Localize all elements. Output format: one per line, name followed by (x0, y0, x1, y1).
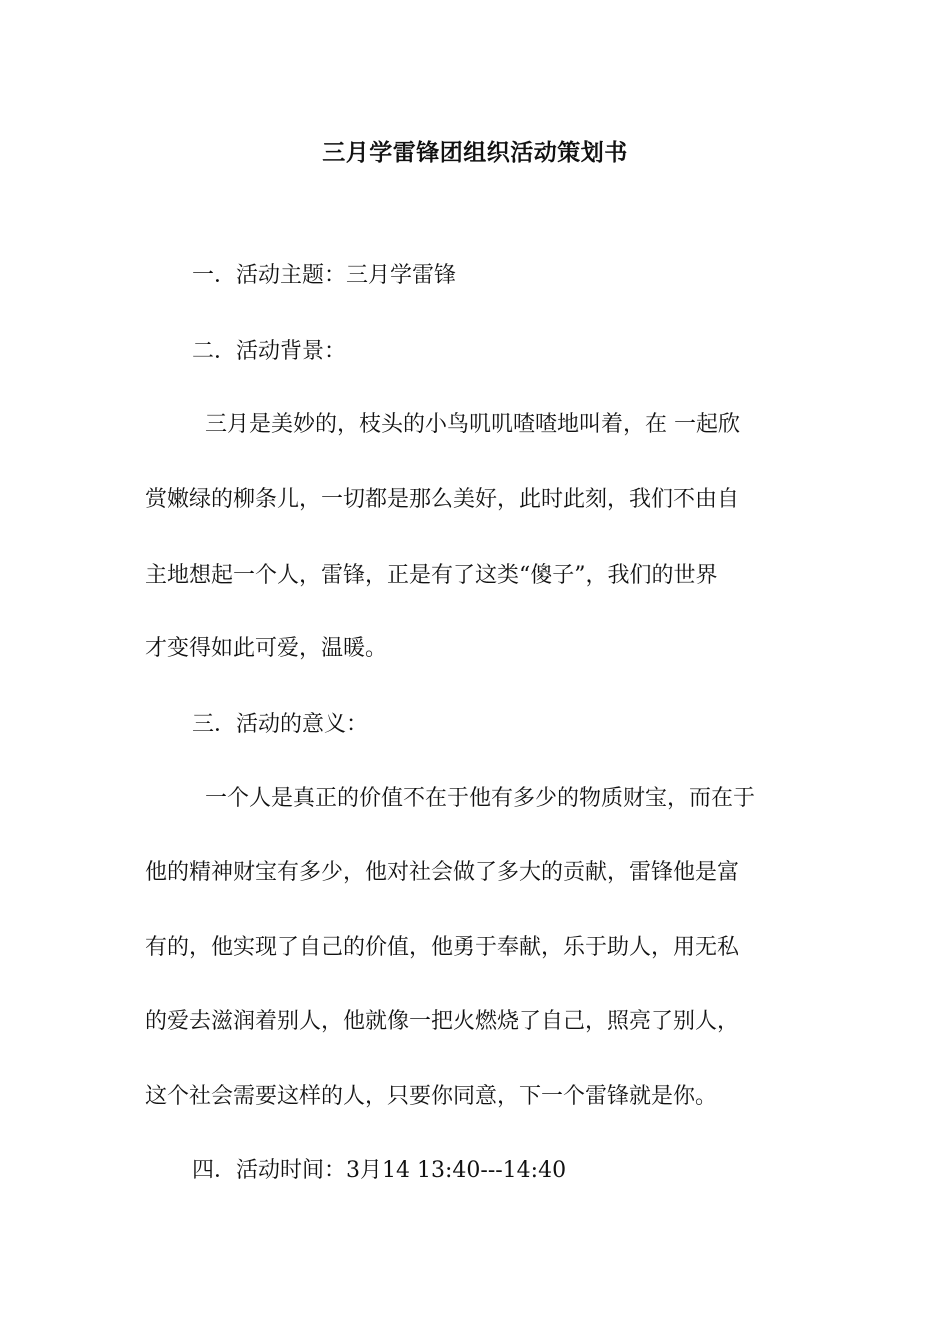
section-heading-theme: 一．活动主题：三月学雷锋 (192, 263, 457, 288)
paragraph-line: 一个人是真正的价值不在于他有多少的物质财宝，而在于 (205, 786, 756, 811)
section-heading-meaning: 三．活动的意义： (192, 712, 369, 737)
paragraph-line: 三月是美妙的，枝头的小鸟叽叽喳喳地叫着，在 一起欣 (205, 412, 740, 437)
paragraph-line: 才变得如此可爱，温暖。 (145, 636, 388, 661)
paragraph-line: 赏嫩绿的柳条儿，一切都是那么美好，此时此刻，我们不由自 (145, 487, 740, 512)
paragraph-line: 这个社会需要这样的人，只要你同意，下一个雷锋就是你。 (145, 1084, 718, 1109)
paragraph-line: 的爱去滋润着别人，他就像一把火燃烧了自己，照亮了别人， (145, 1009, 740, 1034)
section-heading-time: 四．活动时间：3月14 13:40---14:40 (192, 1158, 567, 1183)
paragraph-line: 他的精神财宝有多少，他对社会做了多大的贡献，雷锋他是富 (145, 860, 740, 885)
paragraph-line: 有的，他实现了自己的价值，他勇于奉献，乐于助人，用无私 (145, 935, 740, 960)
document-title: 三月学雷锋团组织活动策划书 (322, 139, 628, 166)
section-heading-background: 二．活动背景： (192, 339, 347, 364)
paragraph-line: 主地想起一个人，雷锋，正是有了这类“傻子”，我们的世界 (145, 563, 718, 588)
